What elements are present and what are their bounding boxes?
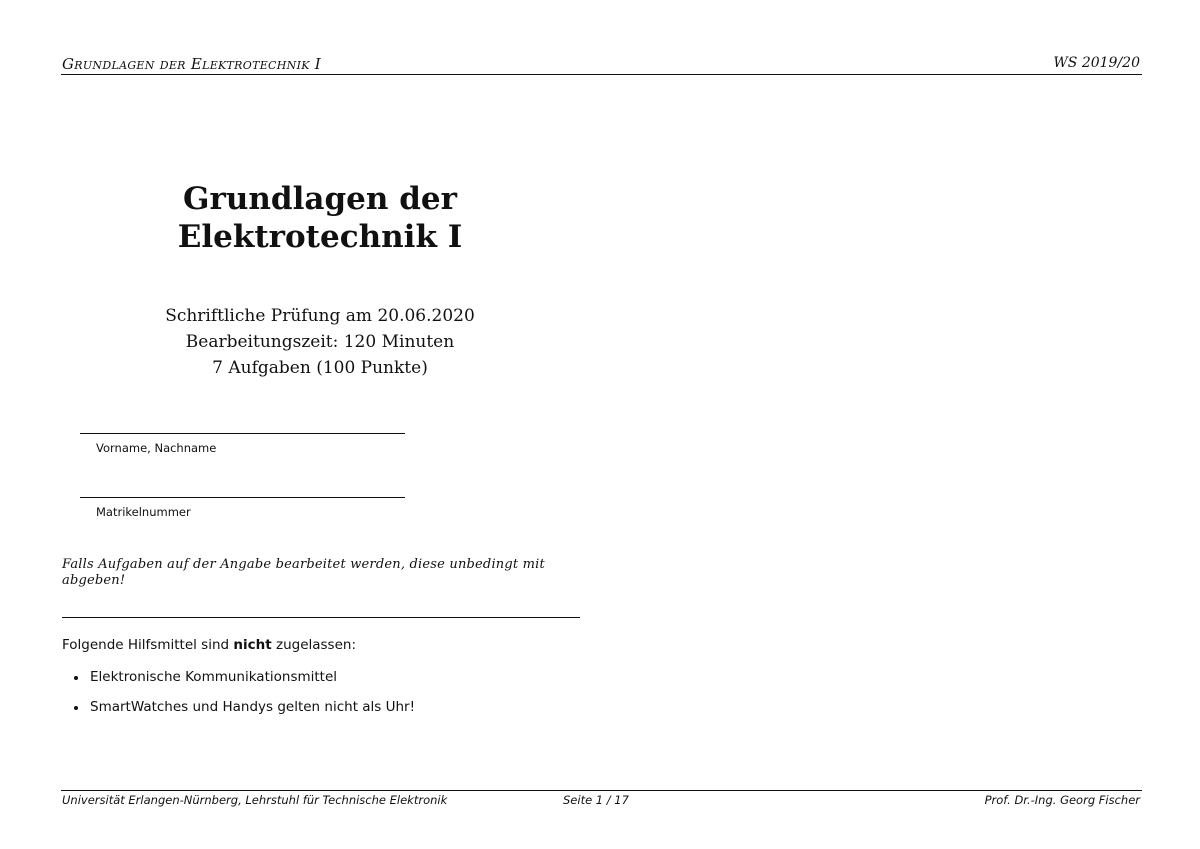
- list-item: Elektronische Kommunikationsmittel: [62, 668, 415, 698]
- submission-note: Falls Aufgaben auf der Angabe bearbeitet werden, diese unbedingt mit abgeben!: [62, 557, 545, 588]
- allowed-aids-intro: [62, 637, 356, 653]
- document-title-line-1: Grundlagen der: [183, 181, 457, 217]
- footer-author: Prof. Dr.-Ing. Georg Fischer: [984, 793, 1140, 807]
- exam-date: Schriftliche Prüfung am 20.06.2020: [165, 306, 475, 326]
- document-title: [120, 180, 520, 256]
- allowed-aids-intro-prefix: Folgende Hilfsmittel sind: [62, 637, 230, 653]
- footer-divider: [61, 790, 1142, 791]
- exam-info: [120, 303, 520, 381]
- matrikel-field-label: Matrikelnummer: [96, 505, 191, 519]
- allowed-aids-intro-emphasis: nicht: [233, 637, 272, 653]
- allowed-aids-intro-suffix: zugelassen:: [275, 637, 357, 653]
- document-title-line-2: Elektrotechnik I: [177, 219, 463, 255]
- footer-institution: Universität Erlangen-Nürnberg, Lehrstuhl für Technische Elektronik: [62, 793, 448, 807]
- name-field-label: Vorname, Nachname: [96, 441, 217, 455]
- header-semester: WS 2019/20: [1053, 55, 1140, 71]
- list-item: SmartWatches und Handys gelten nicht als Uhr!: [62, 698, 415, 728]
- note-divider: [62, 617, 580, 618]
- matrikel-entry-line[interactable]: [80, 497, 405, 498]
- exam-duration: Bearbeitungszeit: 120 Minuten: [185, 332, 455, 352]
- header-course-title: Grundlagen der Elektrotechnik I: [62, 55, 322, 73]
- header-divider: [61, 74, 1142, 75]
- footer-page-number: Seite 1 / 17: [563, 793, 629, 807]
- name-entry-line[interactable]: [80, 433, 405, 434]
- exam-task-count: 7 Aufgaben (100 Punkte): [212, 358, 428, 378]
- prohibited-aids-list: [62, 668, 415, 728]
